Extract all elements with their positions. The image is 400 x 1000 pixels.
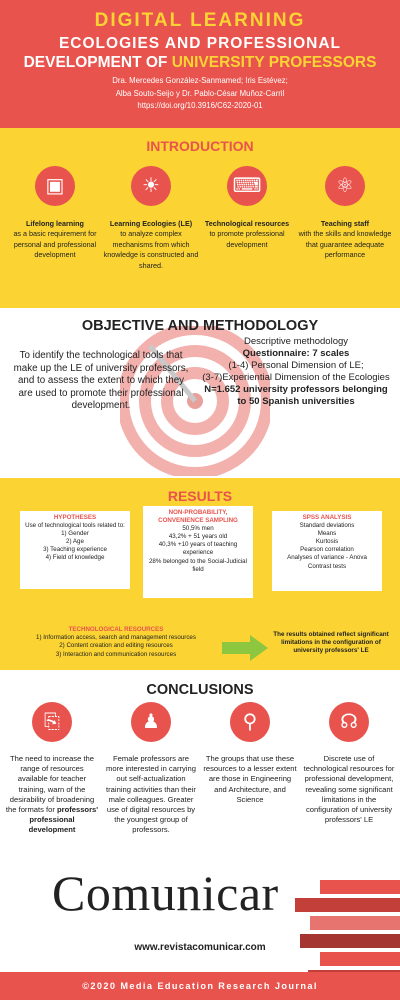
- intro-item-text: as a basic requirement for personal and professional development: [13, 229, 97, 259]
- sampling-box: [143, 506, 253, 598]
- intro-item-text: to analyze complex mechanisms from which knowledge is constructed and shared.: [103, 229, 199, 270]
- laptop-icon: ⎘: [32, 702, 72, 742]
- intro-item-text: to promote professional development: [209, 229, 285, 249]
- spss-head: SPSS ANALYSIS: [302, 514, 352, 521]
- title-line-3-a: DEVELOPMENT OF: [23, 54, 172, 71]
- intro-item-text: with the skills and knowledge that guarantee adequate performance: [298, 229, 392, 259]
- tech-resources: [16, 626, 216, 659]
- title-line-1: DIGITAL LEARNING: [94, 10, 306, 31]
- hypotheses-box: [20, 511, 130, 589]
- list-item: 1) Gender: [61, 530, 89, 538]
- doi-link[interactable]: https://doi.org/10.3916/C62-2020-01: [137, 101, 263, 110]
- list-item: 2) Age: [66, 538, 84, 546]
- results-conclusion: The results obtained reflect significant limitations in the configuration of university professors' LE: [273, 631, 389, 654]
- computer-icon: ⌨: [227, 166, 267, 206]
- intro-item: [198, 166, 296, 250]
- conclusion-text-b: professors' professional development: [28, 805, 99, 835]
- comunicar-logo: Comunicar: [52, 865, 279, 921]
- authors: [0, 75, 400, 113]
- list-item: 3) Teaching experience: [43, 546, 107, 554]
- results-title: RESULTS: [167, 488, 233, 504]
- list-item: 28% belonged to the Social-Judicial field: [148, 557, 248, 573]
- lightbulb-icon: ☀: [131, 166, 171, 206]
- authors-line-2: Alba Souto-Seijo y Dr. Pablo-César Muñoz-Carril: [115, 88, 285, 98]
- list-item: Kurtosis: [315, 538, 339, 546]
- list-item: Contrast tests: [307, 562, 347, 570]
- intro-item-head: Learning Ecologies (LE): [109, 219, 193, 228]
- conclusion-text: The groups that use these resources to a lesser extent are those in Engineering and Architecture, and Science: [203, 754, 297, 804]
- website-link[interactable]: www.revistacomunicar.com: [134, 942, 266, 953]
- conclusion-text: Female professors are more interested in carrying out self-actualization training activities than their male colleagues. Greater use of digital resources by the youngest group of professors.: [106, 754, 196, 835]
- network-icon: ☊: [329, 702, 369, 742]
- objective-text: To identify the technological tools that make up the LE of university professors, and to assess the extent to which they are used to promote their professional development.: [13, 350, 189, 411]
- intro-item: [102, 166, 200, 271]
- title-line-2: ECOLOGIES AND PROFESSIONAL: [58, 35, 342, 52]
- list-item: 4) Field of knowledge: [45, 554, 105, 562]
- conclusion-text: [5, 754, 99, 836]
- list-item: 1) Information access, search and management resources: [36, 634, 196, 642]
- arrow-right-icon: [222, 635, 268, 661]
- sample: N=1.652 university professors belonging to 50 Spanish universities: [204, 384, 388, 407]
- conclusion-item: [5, 702, 99, 836]
- introduction-section: [0, 128, 400, 308]
- list-item: Pearson correlation: [300, 546, 354, 554]
- methodology: [200, 336, 392, 408]
- list-item: Analyses of variance - Anova: [287, 554, 367, 562]
- questionnaire: Questionnaire: 7 scales: [242, 348, 350, 359]
- tech-resources-head: TECHNOLOGICAL RESOURCES: [68, 626, 164, 633]
- conclusion-text-a: The need to increase the range of resources available for teacher training, warn of the desirability of broadening the formats for: [5, 754, 95, 815]
- conclusions-title: CONCLUSIONS: [146, 682, 254, 698]
- list-item: 2) Content creation and editing resources: [59, 642, 173, 650]
- list-item: 50,5% men: [182, 525, 214, 533]
- teacher-icon: ♟: [131, 702, 171, 742]
- conclusion-item: [104, 702, 198, 836]
- conclusion-text: Discrete use of technological resources for professional development, revealing some significant limitations in the configuration of university professors' LE: [303, 754, 395, 825]
- objective-section: [0, 308, 400, 478]
- objective-title: OBJECTIVE AND METHODOLOGY: [81, 318, 319, 334]
- copyright-bar: ©2020 Media Education Research Journal: [0, 972, 400, 1000]
- intro-item-head: Lifelong learning: [26, 219, 84, 228]
- conclusions-section: [0, 670, 400, 860]
- header: [0, 0, 400, 128]
- scale-2: (3-7)Experiential Dimension of the Ecologies: [202, 372, 390, 383]
- list-item: Standard deviations: [299, 522, 355, 530]
- title-line-3-b: UNIVERSITY PROFESSORS: [171, 54, 377, 71]
- authors-line-1: Dra. Mercedes González-Sanmamed; Iris Estévez;: [112, 76, 288, 85]
- intro-item-head: Technological resources: [204, 219, 290, 228]
- intro-item: [6, 166, 104, 261]
- list-item: 3) Interaction and communication resources: [55, 650, 177, 658]
- scale-1: (1-4) Personal Dimension of LE;: [228, 360, 364, 371]
- results-section: [0, 478, 400, 670]
- hypotheses-intro: Use of technological tools related to:: [25, 522, 125, 530]
- introduction-title: INTRODUCTION: [146, 138, 254, 154]
- list-item: 40,3% +10 years of teaching experience: [158, 541, 238, 557]
- conclusion-item: [302, 702, 396, 825]
- atom-icon: ⚛: [325, 166, 365, 206]
- conclusion-item: [203, 702, 297, 805]
- spss-box: [272, 511, 382, 591]
- methodology-type: Descriptive methodology: [243, 336, 349, 347]
- list-item: 43,2% + 51 years old: [168, 533, 228, 541]
- sampling-head: NON-PROBABILITY, CONVENIENCE SAMPLING: [158, 509, 238, 525]
- title-line-3: [0, 53, 400, 72]
- list-item: Means: [317, 530, 337, 538]
- search-icon: ⚲: [230, 702, 270, 742]
- hypotheses-head: HYPOTHESES: [53, 514, 97, 521]
- intro-item-head: Teaching staff: [320, 219, 370, 228]
- intro-item: [296, 166, 394, 261]
- classroom-icon: ▣: [35, 166, 75, 206]
